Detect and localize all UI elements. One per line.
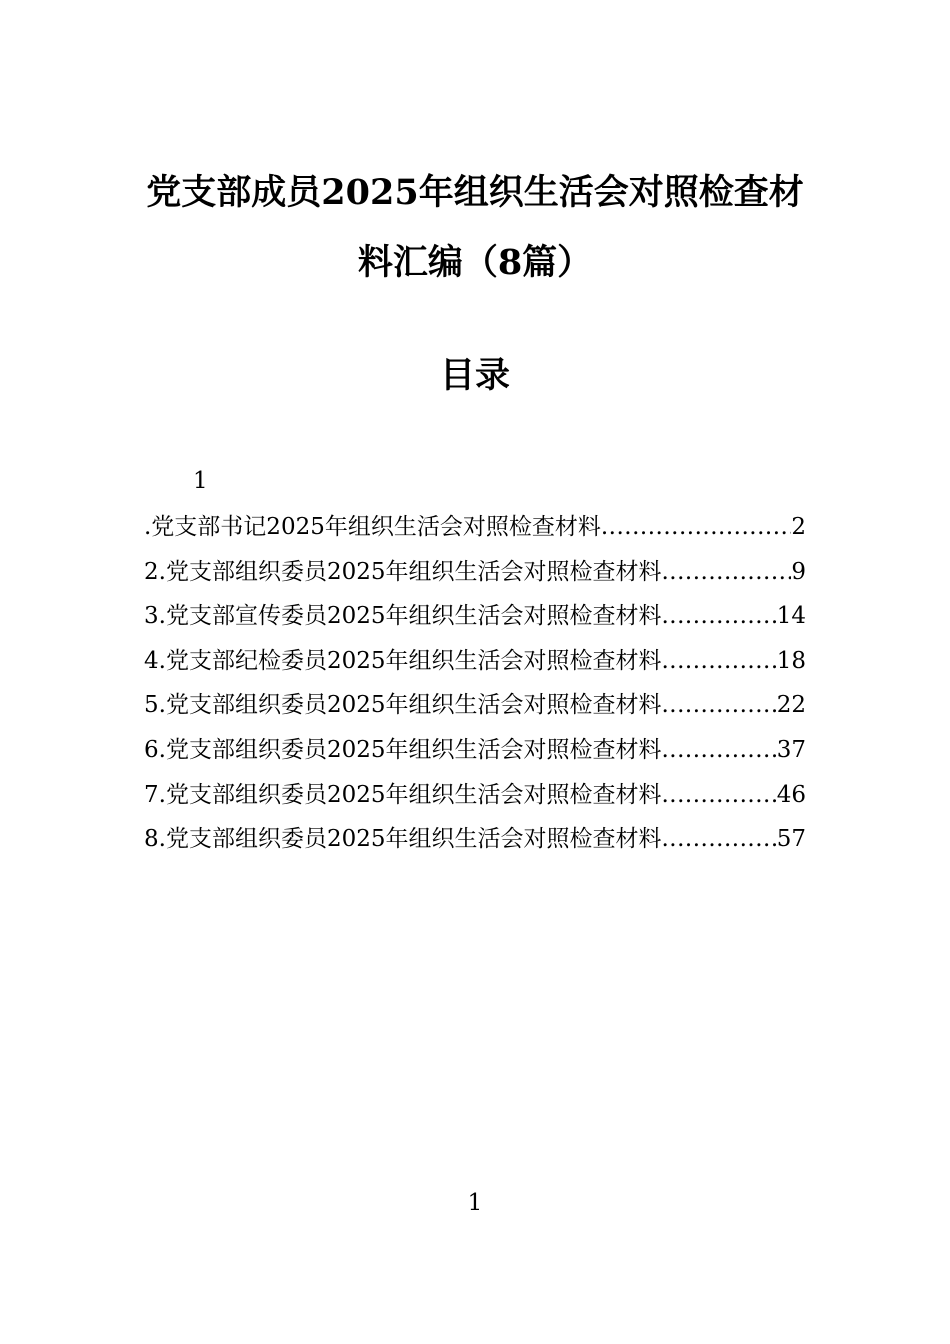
toc-entry-label: 2.党支部组织委员2025年组织生活会对照检查材料 [144, 558, 662, 585]
toc-entry-label: 3.党支部宣传委员2025年组织生活会对照检查材料 [144, 603, 662, 630]
toc-entry-label: .党支部书记2025年组织生活会对照检查材料 [144, 514, 601, 540]
toc-dot-leader [661, 683, 776, 728]
toc-dot-leader [661, 639, 776, 684]
toc-entry[interactable] [144, 639, 806, 684]
toc-dot-leader [601, 505, 792, 550]
toc-entry-page: 18 [776, 647, 806, 674]
toc-entry-label: 5.党支部组织委员2025年组织生活会对照检查材料 [144, 692, 662, 719]
toc-dot-leader [661, 550, 791, 595]
toc-entry-label: 6.党支部组织委员2025年组织生活会对照检查材料 [144, 736, 662, 763]
toc-entry-label: 8.党支部组织委员2025年组织生活会对照检查材料 [144, 826, 662, 853]
toc-dot-leader [661, 817, 776, 862]
toc-entry[interactable] [144, 594, 806, 639]
toc-entry[interactable] [144, 817, 806, 862]
toc-entry-page: 22 [776, 692, 806, 719]
toc-entry-page: 37 [776, 736, 806, 763]
toc-entry-label: 4.党支部纪检委员2025年组织生活会对照检查材料 [144, 647, 662, 674]
toc-entry-page: 2 [791, 514, 806, 540]
toc-entry-page: 14 [776, 603, 806, 630]
page-number: 1 [467, 1190, 483, 1216]
toc-entry[interactable] [144, 550, 806, 595]
toc-entry-page: 9 [791, 558, 806, 585]
toc-dot-leader [661, 773, 776, 818]
document-title: 党支部成员2025年组织生活会对照检查材料汇编（8篇） [146, 172, 804, 283]
toc-entry-page: 46 [776, 781, 806, 808]
toc-entry-label: 7.党支部组织委员2025年组织生活会对照检查材料 [144, 781, 662, 808]
toc-lead-number: 1 [193, 468, 208, 494]
toc-entry[interactable] [144, 683, 806, 728]
toc-dot-leader [661, 728, 776, 773]
toc-entry[interactable] [144, 773, 806, 818]
toc-entry[interactable] [144, 728, 806, 773]
toc-entry-page: 57 [776, 826, 806, 853]
toc-entry[interactable] [144, 505, 806, 550]
table-of-contents [144, 505, 806, 862]
toc-heading: 目录 [439, 355, 510, 396]
toc-dot-leader [661, 594, 776, 639]
